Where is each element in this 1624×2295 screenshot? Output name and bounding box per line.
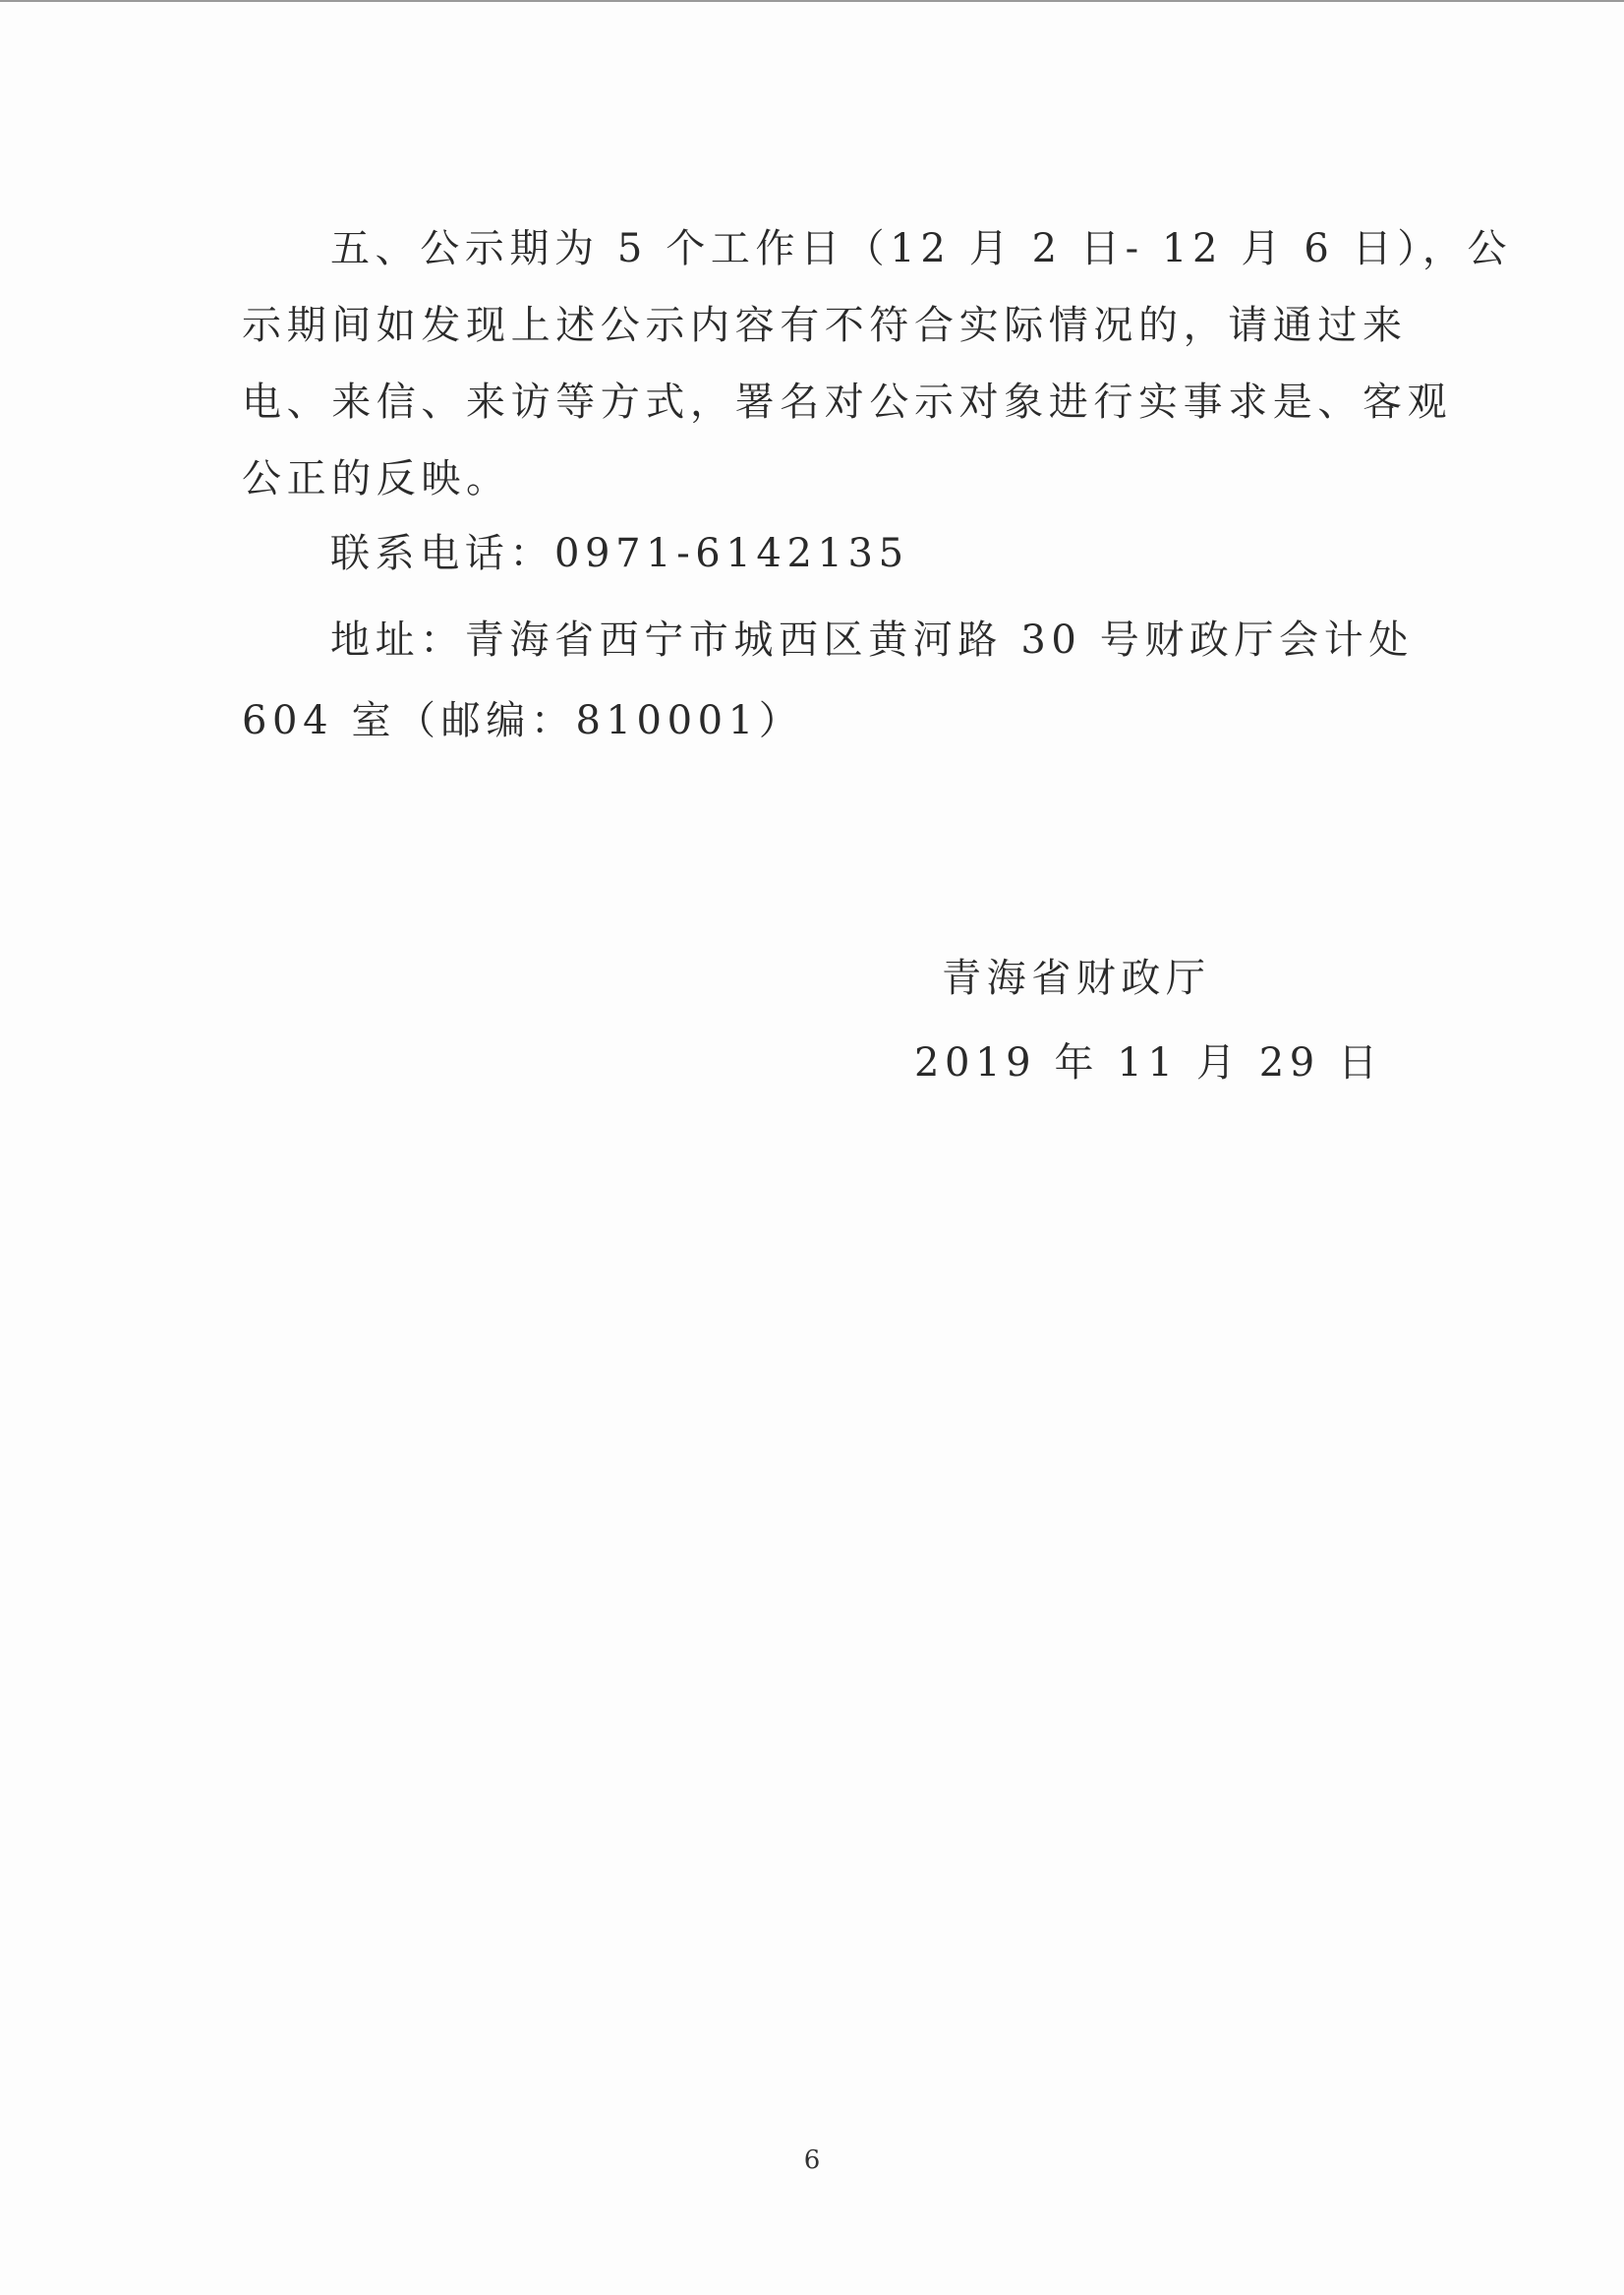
signature-date: 2019 年 11 月 29 日: [914, 1040, 1383, 1086]
paragraph-five-line-3: 电、来信、来访等方式，署名对公示对象进行实事求是、客观: [242, 380, 1453, 425]
scan-top-edge: [0, 0, 1624, 2]
address-line-1: 地址：青海省西宁市城西区黄河路 30 号财政厅会计处: [330, 618, 1414, 663]
signature-organization: 青海省财政厅: [942, 956, 1211, 1001]
paragraph-five-line-4: 公正的反映。: [242, 456, 511, 501]
address-line-2: 604 室（邮编：810001）: [242, 698, 804, 743]
contact-phone: 联系电话：0971-6142135: [330, 531, 909, 576]
paragraph-five-line-2: 示期间如发现上述公示内容有不符合实际情况的，请通过来: [242, 303, 1408, 348]
paragraph-five-line-1: 五、公示期为 5 个工作日（12 月 2 日- 12 月 6 日），公: [330, 226, 1513, 271]
page-number: 6: [803, 2146, 821, 2175]
